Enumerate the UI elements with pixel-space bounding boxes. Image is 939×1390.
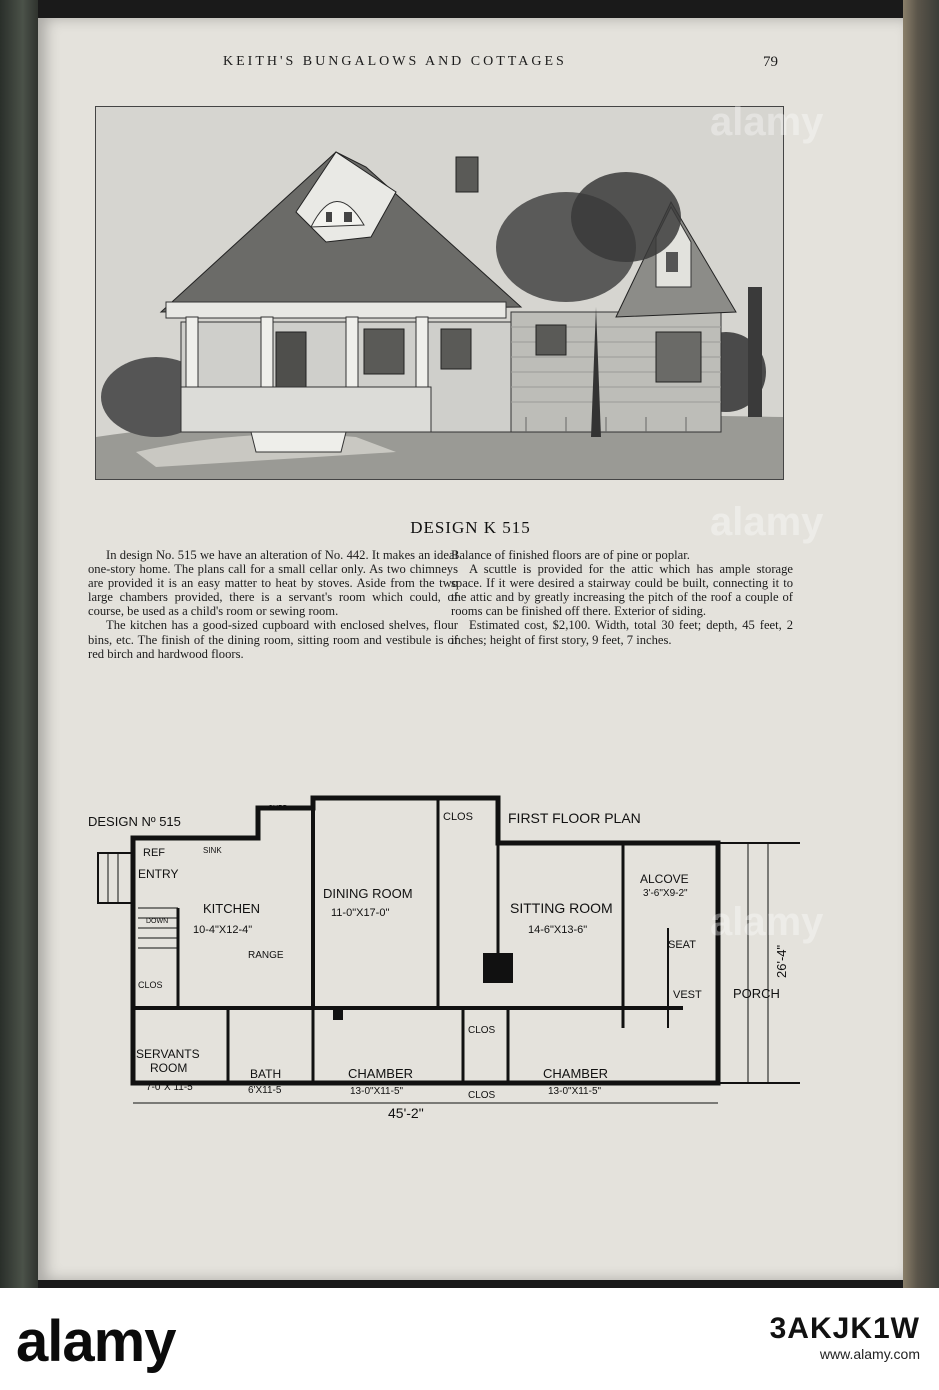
- book-page: [38, 18, 903, 1280]
- label-dining-size: 11-0"X17-0": [331, 907, 390, 919]
- paragraph: Estimated cost, $2,100. Width, total 30 feet; depth, 45 feet, 2 inches; height of first story, 9 feet, 7 inches.: [451, 618, 793, 647]
- label-alcove-size: 3'-6"X9-2": [643, 888, 688, 899]
- label-kitchen: KITCHEN: [203, 901, 261, 916]
- watermark: alamy: [710, 500, 824, 544]
- label-servants-size: 7-0"X 11-5: [146, 1082, 193, 1093]
- label-range: RANGE: [248, 950, 284, 961]
- plan-design-label: DESIGN Nº 515: [88, 814, 181, 829]
- site-url[interactable]: www.alamy.com: [819, 1346, 920, 1362]
- page-number: 79: [763, 54, 778, 70]
- label-chamber-1: CHAMBER: [348, 1066, 414, 1081]
- label-bath-size: 6'X11-5: [248, 1085, 282, 1096]
- house-illustration: [95, 106, 784, 480]
- description-column-2: [451, 548, 793, 647]
- label-width: 45'-2": [388, 1105, 424, 1121]
- label-cupb: CUPB.: [268, 805, 290, 812]
- label-ref: REF: [143, 847, 165, 859]
- label-entry: ENTRY: [138, 867, 179, 881]
- label-depth: 26'-4": [774, 944, 789, 978]
- label-servants-room: ROOM: [150, 1061, 188, 1075]
- house-drawing: [96, 107, 783, 479]
- description-column-1: [88, 548, 458, 661]
- label-kitchen-size: 10-4"X12-4": [193, 924, 253, 936]
- book-edge-right: [903, 0, 939, 1288]
- label-down: DOWN: [146, 918, 169, 925]
- label-vest: VEST: [673, 989, 702, 1001]
- label-alcove: ALCOVE: [640, 872, 689, 886]
- label-clos-mid: CLOS: [468, 1025, 496, 1036]
- paragraph: The kitchen has a good-sized cupboard with enclosed shelves, flour bins, etc. The finish of the dining room, sitting room and vestibule is of red birch and hardwood floors.: [88, 618, 458, 661]
- paragraph: A scuttle is provided for the attic which has ample storage space. If it were desired a stairway could be built, connecting it to the attic and by greatly increasing the pitch of the roof a couple of rooms can be finished off there. Exterior of siding.: [451, 562, 793, 619]
- label-sitting-size: 14-6"X13-6": [528, 924, 588, 936]
- label-chamber-2-size: 13-0"X11-5": [548, 1086, 602, 1097]
- footer-image-info: [590, 1312, 920, 1362]
- image-id: 3AKJK1W: [769, 1312, 920, 1345]
- floor-plan: [88, 778, 800, 1173]
- footer-logo: alamy: [16, 1309, 176, 1374]
- label-clos-top: CLOS: [443, 811, 473, 823]
- label-sitting: SITTING ROOM: [510, 900, 613, 916]
- label-clos: CLOS: [138, 980, 163, 990]
- plan-title: FIRST FLOOR PLAN: [508, 810, 641, 826]
- label-sink: SINK: [203, 846, 222, 855]
- footer-bar: [0, 1288, 939, 1390]
- label-chamber-1-size: 13-0"X11-5": [350, 1086, 404, 1097]
- label-chamber-2: CHAMBER: [543, 1066, 609, 1081]
- watermark: alamy: [710, 900, 824, 944]
- label-seat: SEAT: [668, 939, 696, 951]
- paragraph: In design No. 515 we have an alteration of No. 442. It makes an ideal one-story home. The plans call for a small cellar only. As two chimneys are provided it is an easy matter to heat by stoves. Aside from the two large chambers provided, there is a servant's room which could, of course, be used as a child's room or sewing room.: [88, 548, 458, 619]
- paragraph: Balance of finished floors are of pine or poplar.: [451, 548, 690, 562]
- book-spine-left: [0, 0, 38, 1288]
- watermark: alamy: [710, 100, 824, 144]
- label-porch: PORCH: [733, 986, 780, 1001]
- label-servants: SERVANTS: [136, 1047, 200, 1061]
- label-bath: BATH: [250, 1067, 282, 1081]
- label-clos-low: CLOS: [468, 1090, 496, 1101]
- design-title: DESIGN K 515: [410, 518, 531, 537]
- label-dining: DINING ROOM: [323, 886, 413, 901]
- running-title: KEITH'S BUNGALOWS AND COTTAGES: [223, 54, 567, 69]
